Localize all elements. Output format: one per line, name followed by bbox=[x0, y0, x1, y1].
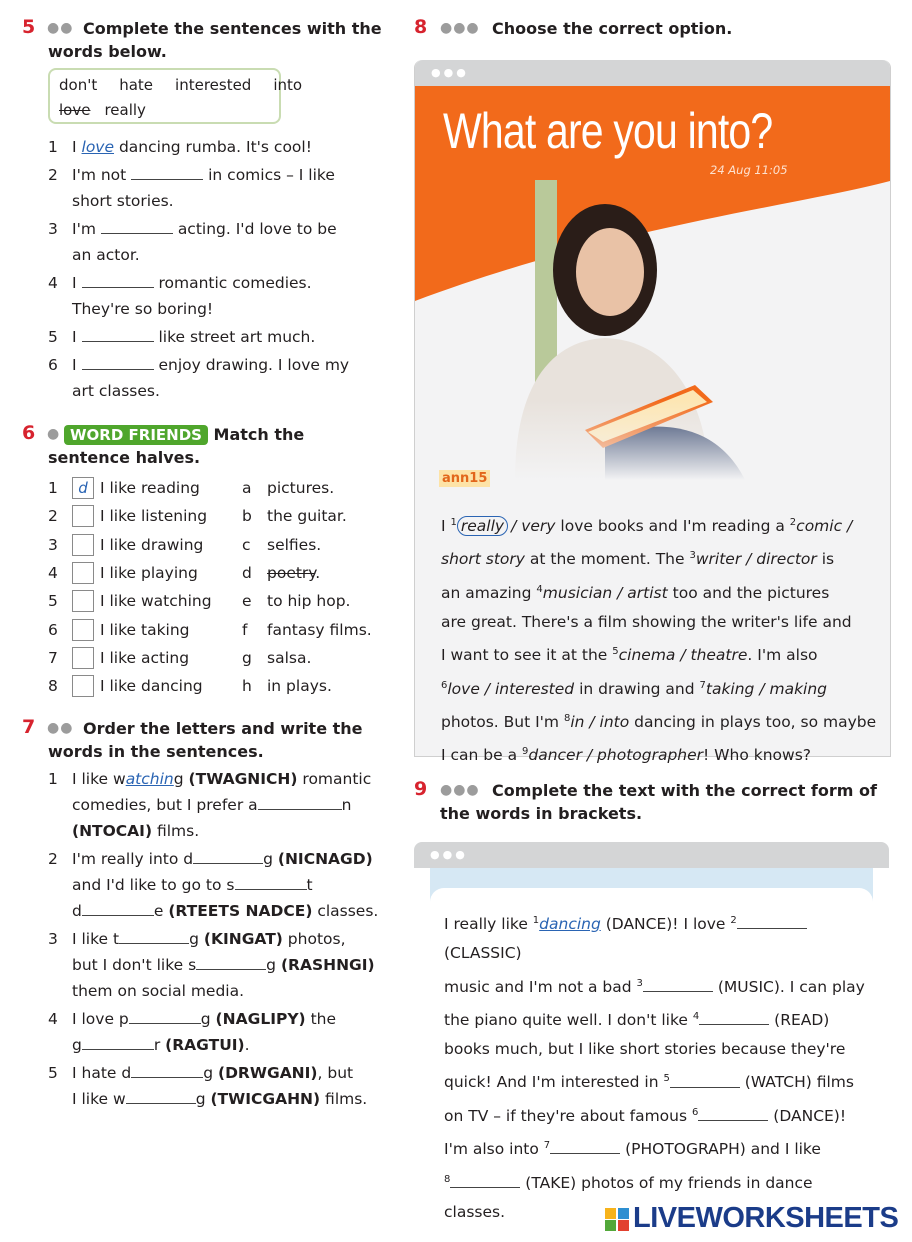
answer-box[interactable] bbox=[72, 534, 94, 556]
option-choice[interactable]: musician / artist bbox=[542, 583, 668, 602]
instruction-text: Match the bbox=[213, 425, 305, 444]
row-number: 8 bbox=[48, 677, 58, 696]
item-number: 3 bbox=[48, 220, 58, 238]
item-text: but I don't like s bbox=[72, 956, 197, 974]
exercise-5-list bbox=[48, 134, 378, 404]
word-dont: don't bbox=[59, 76, 98, 94]
gap-number: 7 bbox=[699, 679, 706, 691]
item-number: 5 bbox=[48, 328, 58, 346]
gap-number: 7 bbox=[543, 1140, 551, 1152]
text-run: love books and I'm reading a bbox=[555, 517, 790, 536]
text-line bbox=[444, 1002, 884, 1035]
list-item bbox=[48, 1032, 398, 1058]
item-text: in comics – I like bbox=[208, 166, 335, 184]
gap-number: 1 bbox=[532, 915, 540, 926]
panel-dots: ●●● bbox=[414, 842, 889, 868]
sentence-start: I like acting bbox=[100, 648, 190, 667]
answer-box[interactable] bbox=[72, 562, 94, 584]
sentence-start: I like listening bbox=[100, 507, 208, 526]
text-line bbox=[444, 1098, 884, 1131]
text-run: an amazing bbox=[441, 583, 537, 602]
option-letter: f bbox=[242, 620, 248, 639]
match-row bbox=[48, 474, 334, 502]
text-line bbox=[444, 1064, 884, 1097]
cloze-text bbox=[444, 906, 884, 1227]
item-text: g bbox=[266, 956, 281, 974]
sentence-end: poetry. bbox=[267, 563, 321, 582]
list-item bbox=[48, 792, 398, 818]
option-choice[interactable]: in / into bbox=[570, 713, 630, 732]
item-text: d bbox=[72, 902, 82, 920]
list-item bbox=[48, 1006, 398, 1032]
exercise-5-instruction: Complete the sentences with the bbox=[83, 19, 382, 38]
answer-blank[interactable] bbox=[699, 1010, 769, 1025]
text-line bbox=[441, 541, 881, 574]
option-letter: g bbox=[242, 648, 252, 667]
item-number: 2 bbox=[48, 166, 58, 184]
match-row bbox=[48, 587, 350, 615]
match-row bbox=[48, 559, 320, 587]
list-item bbox=[48, 1060, 398, 1086]
sentence-end-text: pictures. bbox=[267, 479, 335, 497]
sentence-end-text: to hip hop. bbox=[267, 592, 351, 611]
answer-box[interactable] bbox=[72, 505, 94, 527]
row-number: 5 bbox=[48, 592, 58, 611]
item-text: I bbox=[72, 356, 77, 374]
item-text: g bbox=[173, 770, 189, 788]
answer-blank[interactable] bbox=[82, 273, 154, 288]
text-run: I want to see it at the bbox=[441, 646, 613, 665]
item-text: dancing rumba. It's cool! bbox=[118, 138, 312, 156]
answer-blank[interactable] bbox=[450, 1173, 520, 1188]
text-run: (WATCH) films bbox=[739, 1073, 854, 1092]
item-text: I bbox=[72, 138, 77, 156]
answer-blank[interactable] bbox=[131, 1063, 203, 1078]
item-number: 2 bbox=[48, 850, 58, 868]
list-item bbox=[48, 270, 378, 322]
sentence-end bbox=[267, 649, 311, 667]
text-line bbox=[444, 906, 884, 969]
row-number: 1 bbox=[48, 479, 58, 497]
item-text: I like w bbox=[72, 770, 126, 788]
exercise-9-number: 9 bbox=[414, 778, 428, 800]
gap-number: 4 bbox=[536, 583, 543, 595]
exercise-6-number: 6 bbox=[22, 422, 36, 444]
exercise-9-instruction-2: the words in brackets. bbox=[440, 804, 643, 823]
sentence-end-text: in plays. bbox=[267, 677, 332, 696]
item-text: , but bbox=[317, 1064, 354, 1082]
item-text: I like t bbox=[72, 930, 120, 948]
difficulty-dots: ● bbox=[47, 426, 61, 442]
example-answer: atchin bbox=[125, 770, 174, 788]
option-letter: e bbox=[242, 592, 252, 611]
answer-blank[interactable] bbox=[193, 849, 263, 864]
sentence-start: I like reading bbox=[100, 479, 200, 497]
item-text: romantic bbox=[297, 770, 372, 788]
item-number: 1 bbox=[48, 770, 58, 788]
answer-blank[interactable] bbox=[101, 219, 173, 234]
item-text: I hate d bbox=[72, 1064, 132, 1082]
item-number: 4 bbox=[48, 1010, 58, 1028]
item-text: the bbox=[305, 1010, 337, 1028]
item-number: 6 bbox=[48, 356, 58, 374]
sentence-end bbox=[267, 507, 347, 525]
item-text: acting. I'd love to be bbox=[177, 220, 337, 238]
item-text: They're so boring! bbox=[72, 300, 214, 318]
item-text: . bbox=[244, 1036, 250, 1054]
text-run: is bbox=[816, 550, 835, 569]
text-line bbox=[441, 737, 881, 770]
gap-number: 1 bbox=[450, 517, 457, 528]
row-number: 2 bbox=[48, 507, 58, 526]
answer-blank[interactable] bbox=[82, 327, 154, 342]
item-text: I bbox=[72, 274, 77, 292]
item-text: enjoy drawing. I love my bbox=[158, 356, 350, 374]
gap-number: 5 bbox=[663, 1073, 670, 1085]
text-run: (TAKE) photos of my friends in dance bbox=[520, 1173, 813, 1192]
sentence-start: I like taking bbox=[100, 620, 190, 639]
item-text: r bbox=[153, 1036, 166, 1054]
option-choice[interactable]: dancer / photographer bbox=[528, 746, 704, 765]
item-text: t bbox=[306, 876, 313, 894]
text-line bbox=[441, 608, 881, 637]
sentence-start: I like playing bbox=[100, 563, 198, 582]
list-item bbox=[48, 1086, 398, 1112]
text-run: (CLASSIC) bbox=[444, 944, 522, 963]
text-line bbox=[444, 1131, 884, 1164]
sentence-end bbox=[267, 536, 321, 554]
text-line bbox=[444, 969, 884, 1002]
answer-box[interactable] bbox=[72, 647, 94, 669]
word-really: really bbox=[104, 101, 146, 119]
list-item bbox=[48, 216, 378, 268]
item-number: 1 bbox=[48, 138, 58, 156]
sentence-start: I like drawing bbox=[100, 535, 204, 554]
item-text: g bbox=[195, 1090, 211, 1108]
text-run: are great. There's a film showing the writer's life and bbox=[441, 613, 852, 632]
text-run: I bbox=[441, 517, 451, 536]
answer-blank[interactable] bbox=[196, 955, 266, 970]
option-choice[interactable]: cinema / theatre bbox=[618, 646, 748, 665]
gap-number: 6 bbox=[691, 1106, 699, 1118]
scrambled-letters: (TWICGAHN) bbox=[210, 1090, 321, 1108]
row-number: 3 bbox=[48, 535, 58, 554]
scrambled-letters: (KINGAT) bbox=[203, 930, 283, 948]
text-run: I'm also into bbox=[444, 1140, 544, 1159]
text-run: I can be a bbox=[441, 746, 522, 765]
difficulty-dots: ●●● bbox=[440, 782, 480, 798]
item-text: I'm really into d bbox=[72, 850, 194, 868]
word-friends-badge: WORD FRIENDS bbox=[64, 425, 208, 445]
exercise-8-number: 8 bbox=[414, 16, 428, 38]
exercise-7-instruction: Order the letters and write the bbox=[83, 719, 363, 738]
item-text: comedies, but I prefer a bbox=[72, 796, 258, 814]
text-line bbox=[441, 508, 881, 541]
difficulty-dots: ●● bbox=[47, 720, 74, 736]
text-run: quick! And I'm interested in bbox=[444, 1073, 664, 1092]
list-item bbox=[48, 952, 398, 978]
scrambled-letters: (RASHNGI) bbox=[280, 956, 375, 974]
sentence-end-text: the guitar. bbox=[267, 507, 347, 526]
item-text: g bbox=[203, 1064, 218, 1082]
sentence-end bbox=[267, 479, 334, 497]
gap-number: 5 bbox=[612, 646, 619, 658]
answer-box[interactable] bbox=[72, 675, 94, 697]
list-item bbox=[48, 324, 378, 350]
exercise-9-instruction: Complete the text with the correct form of bbox=[492, 781, 877, 800]
word-love: love bbox=[59, 101, 91, 119]
scrambled-letters: (NICNAGD) bbox=[277, 850, 373, 868]
text-run: (DANCE)! I love bbox=[600, 915, 731, 934]
exercise-7-number: 7 bbox=[22, 716, 36, 738]
answer-blank[interactable] bbox=[698, 1106, 768, 1121]
answer-blank[interactable] bbox=[258, 795, 342, 810]
difficulty-dots: ●● bbox=[47, 20, 74, 36]
scrambled-letters: (TWAGNICH) bbox=[188, 770, 298, 788]
answer-blank[interactable] bbox=[119, 929, 189, 944]
item-text: g bbox=[200, 1010, 216, 1028]
answer-blank[interactable] bbox=[235, 875, 307, 890]
blog-author: ann15 bbox=[439, 470, 490, 487]
answer-box[interactable] bbox=[72, 590, 94, 612]
sentence-end bbox=[267, 677, 332, 695]
list-item bbox=[48, 872, 398, 898]
blog-date: 24 Aug 11:05 bbox=[710, 163, 788, 177]
scrambled-letters: (NAGLIPY) bbox=[215, 1010, 306, 1028]
text-line bbox=[441, 637, 881, 670]
list-item bbox=[48, 846, 398, 872]
text-run: I really like bbox=[444, 915, 533, 934]
option-choice[interactable]: / very bbox=[511, 517, 556, 536]
answer-blank[interactable] bbox=[550, 1139, 620, 1154]
text-run: . I'm also bbox=[747, 646, 818, 665]
reading-girl-photo bbox=[455, 180, 755, 480]
row-number: 4 bbox=[48, 563, 58, 582]
list-item bbox=[48, 134, 378, 160]
list-item bbox=[48, 766, 398, 792]
item-text: g bbox=[189, 930, 204, 948]
answer-box[interactable]: d bbox=[72, 477, 94, 499]
panel-dots: ●●● bbox=[415, 60, 890, 86]
exercise-5-number: 5 bbox=[22, 16, 36, 38]
option-letter: d bbox=[242, 563, 252, 582]
gap-number: 4 bbox=[692, 1010, 700, 1022]
text-run: (MUSIC). I can play bbox=[712, 977, 865, 996]
item-text: films. bbox=[152, 822, 200, 840]
word-hate: hate bbox=[119, 76, 154, 94]
example-answer: love bbox=[81, 138, 115, 156]
match-row bbox=[48, 616, 372, 644]
answer-blank[interactable] bbox=[82, 901, 154, 916]
answer-blank[interactable] bbox=[737, 914, 807, 929]
text-run: the piano quite well. I don't like bbox=[444, 1011, 693, 1030]
option-choice[interactable]: taking / making bbox=[705, 679, 828, 698]
item-text: short stories. bbox=[72, 192, 174, 210]
item-text: art classes. bbox=[72, 382, 160, 400]
text-line bbox=[444, 1165, 884, 1198]
scrambled-letters: (DRWGANI) bbox=[217, 1064, 318, 1082]
sentence-end bbox=[267, 621, 372, 639]
list-item bbox=[48, 898, 398, 924]
exercise-6-instruction bbox=[64, 423, 304, 447]
text-run: at the moment. The bbox=[524, 550, 690, 569]
sentence-end-text: salsa. bbox=[267, 648, 312, 667]
option-letter: h bbox=[242, 677, 252, 696]
gap-number: 8 bbox=[563, 713, 571, 724]
logo-text: LIVEWORKSHEETS bbox=[633, 1202, 899, 1234]
text-line bbox=[444, 1035, 884, 1064]
item-text: them on social media. bbox=[72, 982, 245, 1000]
word-into: into bbox=[273, 76, 303, 94]
option-choice[interactable]: comic / bbox=[796, 517, 853, 536]
exercise-8-instruction: Choose the correct option. bbox=[492, 19, 733, 38]
exercise-5-instruction-2: words below. bbox=[48, 42, 167, 61]
gap-number: 2 bbox=[789, 517, 797, 528]
item-text: I bbox=[72, 328, 77, 346]
item-text: I'm not bbox=[72, 166, 127, 184]
list-item bbox=[48, 978, 398, 1004]
text-line bbox=[441, 704, 881, 737]
scrambled-letters: (NTOCAI) bbox=[72, 822, 153, 840]
list-item bbox=[48, 818, 398, 844]
text-run: on TV – if they're about famous bbox=[444, 1107, 692, 1125]
answer-blank[interactable] bbox=[82, 1035, 154, 1050]
sentence-end-text: fantasy films. bbox=[267, 620, 372, 639]
blog-text bbox=[441, 508, 881, 771]
item-text: g bbox=[72, 1036, 82, 1054]
option-letter: b bbox=[242, 507, 252, 526]
text-run: in drawing and bbox=[574, 679, 700, 698]
text-line bbox=[441, 671, 881, 704]
answer-blank[interactable] bbox=[670, 1073, 740, 1088]
logo-icon bbox=[604, 1206, 630, 1232]
match-row bbox=[48, 644, 311, 672]
sentence-start: I like dancing bbox=[100, 677, 203, 696]
text-run: classes. bbox=[444, 1202, 506, 1221]
scrambled-letters: (RTEETS NADCE) bbox=[168, 902, 313, 920]
row-number: 6 bbox=[48, 620, 58, 639]
list-item bbox=[48, 352, 378, 404]
sentence-end-text: poetry bbox=[267, 563, 316, 582]
item-number: 3 bbox=[48, 930, 58, 948]
item-text: an actor. bbox=[72, 246, 140, 264]
selected-option[interactable]: really bbox=[457, 516, 508, 536]
text-run: (DANCE)! bbox=[768, 1107, 847, 1125]
answer-blank[interactable] bbox=[126, 1089, 196, 1104]
liveworksheets-logo bbox=[604, 1202, 898, 1235]
word-bank bbox=[48, 68, 303, 124]
gap-number: 8 bbox=[444, 1173, 451, 1185]
item-text: romantic comedies. bbox=[158, 274, 312, 292]
list-item bbox=[48, 162, 378, 214]
exercise-6-instruction-2: sentence halves. bbox=[48, 448, 201, 467]
scrambled-letters: (RAGTUI) bbox=[165, 1036, 245, 1054]
option-letter: a bbox=[242, 479, 252, 497]
item-text: I like w bbox=[72, 1090, 126, 1108]
match-row bbox=[48, 502, 347, 530]
match-row bbox=[48, 672, 332, 700]
item-text: films. bbox=[320, 1090, 368, 1108]
text-run: books much, but I like short stories because they're bbox=[444, 1040, 846, 1059]
option-choice[interactable]: writer / director bbox=[695, 550, 817, 569]
exercise-7-list bbox=[48, 766, 398, 1112]
item-number: 5 bbox=[48, 1064, 58, 1082]
difficulty-dots: ●●● bbox=[440, 20, 480, 36]
item-text: n bbox=[341, 796, 352, 814]
item-text: photos, bbox=[282, 930, 346, 948]
answer-blank[interactable] bbox=[131, 165, 203, 180]
gap-number: 2 bbox=[730, 915, 737, 926]
gap-number: 9 bbox=[522, 746, 529, 758]
word-interested: interested bbox=[175, 76, 252, 94]
sentence-end bbox=[267, 592, 350, 610]
option-choice[interactable]: love / interested bbox=[447, 679, 575, 698]
text-run: (PHOTOGRAPH) and I like bbox=[620, 1140, 821, 1159]
text-run: dancing in plays too, so maybe bbox=[629, 713, 877, 732]
option-letter: c bbox=[242, 535, 251, 554]
item-text: g bbox=[263, 850, 278, 868]
answer-blank[interactable] bbox=[129, 1009, 201, 1024]
gap-number: 3 bbox=[636, 977, 643, 989]
item-number: 4 bbox=[48, 274, 58, 292]
example-answer: dancing bbox=[539, 915, 601, 934]
match-row bbox=[48, 531, 321, 559]
text-run: (READ) bbox=[769, 1011, 830, 1030]
list-item bbox=[48, 926, 398, 952]
sentence-end-text: selfies. bbox=[267, 535, 322, 554]
text-run: too and the pictures bbox=[667, 583, 830, 602]
gap-number: 3 bbox=[689, 550, 696, 562]
text-line bbox=[441, 575, 881, 608]
text-run: music and I'm not a bad bbox=[444, 977, 637, 996]
sentence-start: I like watching bbox=[100, 592, 212, 611]
text-run: photos. But I'm bbox=[441, 713, 564, 732]
item-text: and I'd like to go to s bbox=[72, 876, 235, 894]
row-number: 7 bbox=[48, 648, 58, 667]
item-text: e bbox=[153, 902, 169, 920]
item-text: classes. bbox=[312, 902, 379, 920]
exercise-7-instruction-2: words in the sentences. bbox=[48, 742, 264, 761]
blog-panel bbox=[414, 60, 891, 765]
item-text: I love p bbox=[72, 1010, 129, 1028]
gap-number: 6 bbox=[441, 679, 448, 691]
text-run: ! Who knows? bbox=[703, 746, 811, 765]
blog-title: What are you into? bbox=[443, 103, 773, 159]
answer-blank[interactable] bbox=[643, 977, 713, 992]
answer-blank[interactable] bbox=[82, 355, 154, 370]
answer-box[interactable] bbox=[72, 619, 94, 641]
item-text: like street art much. bbox=[158, 328, 316, 346]
item-text: I'm bbox=[72, 220, 96, 238]
option-choice[interactable]: short story bbox=[441, 550, 525, 569]
